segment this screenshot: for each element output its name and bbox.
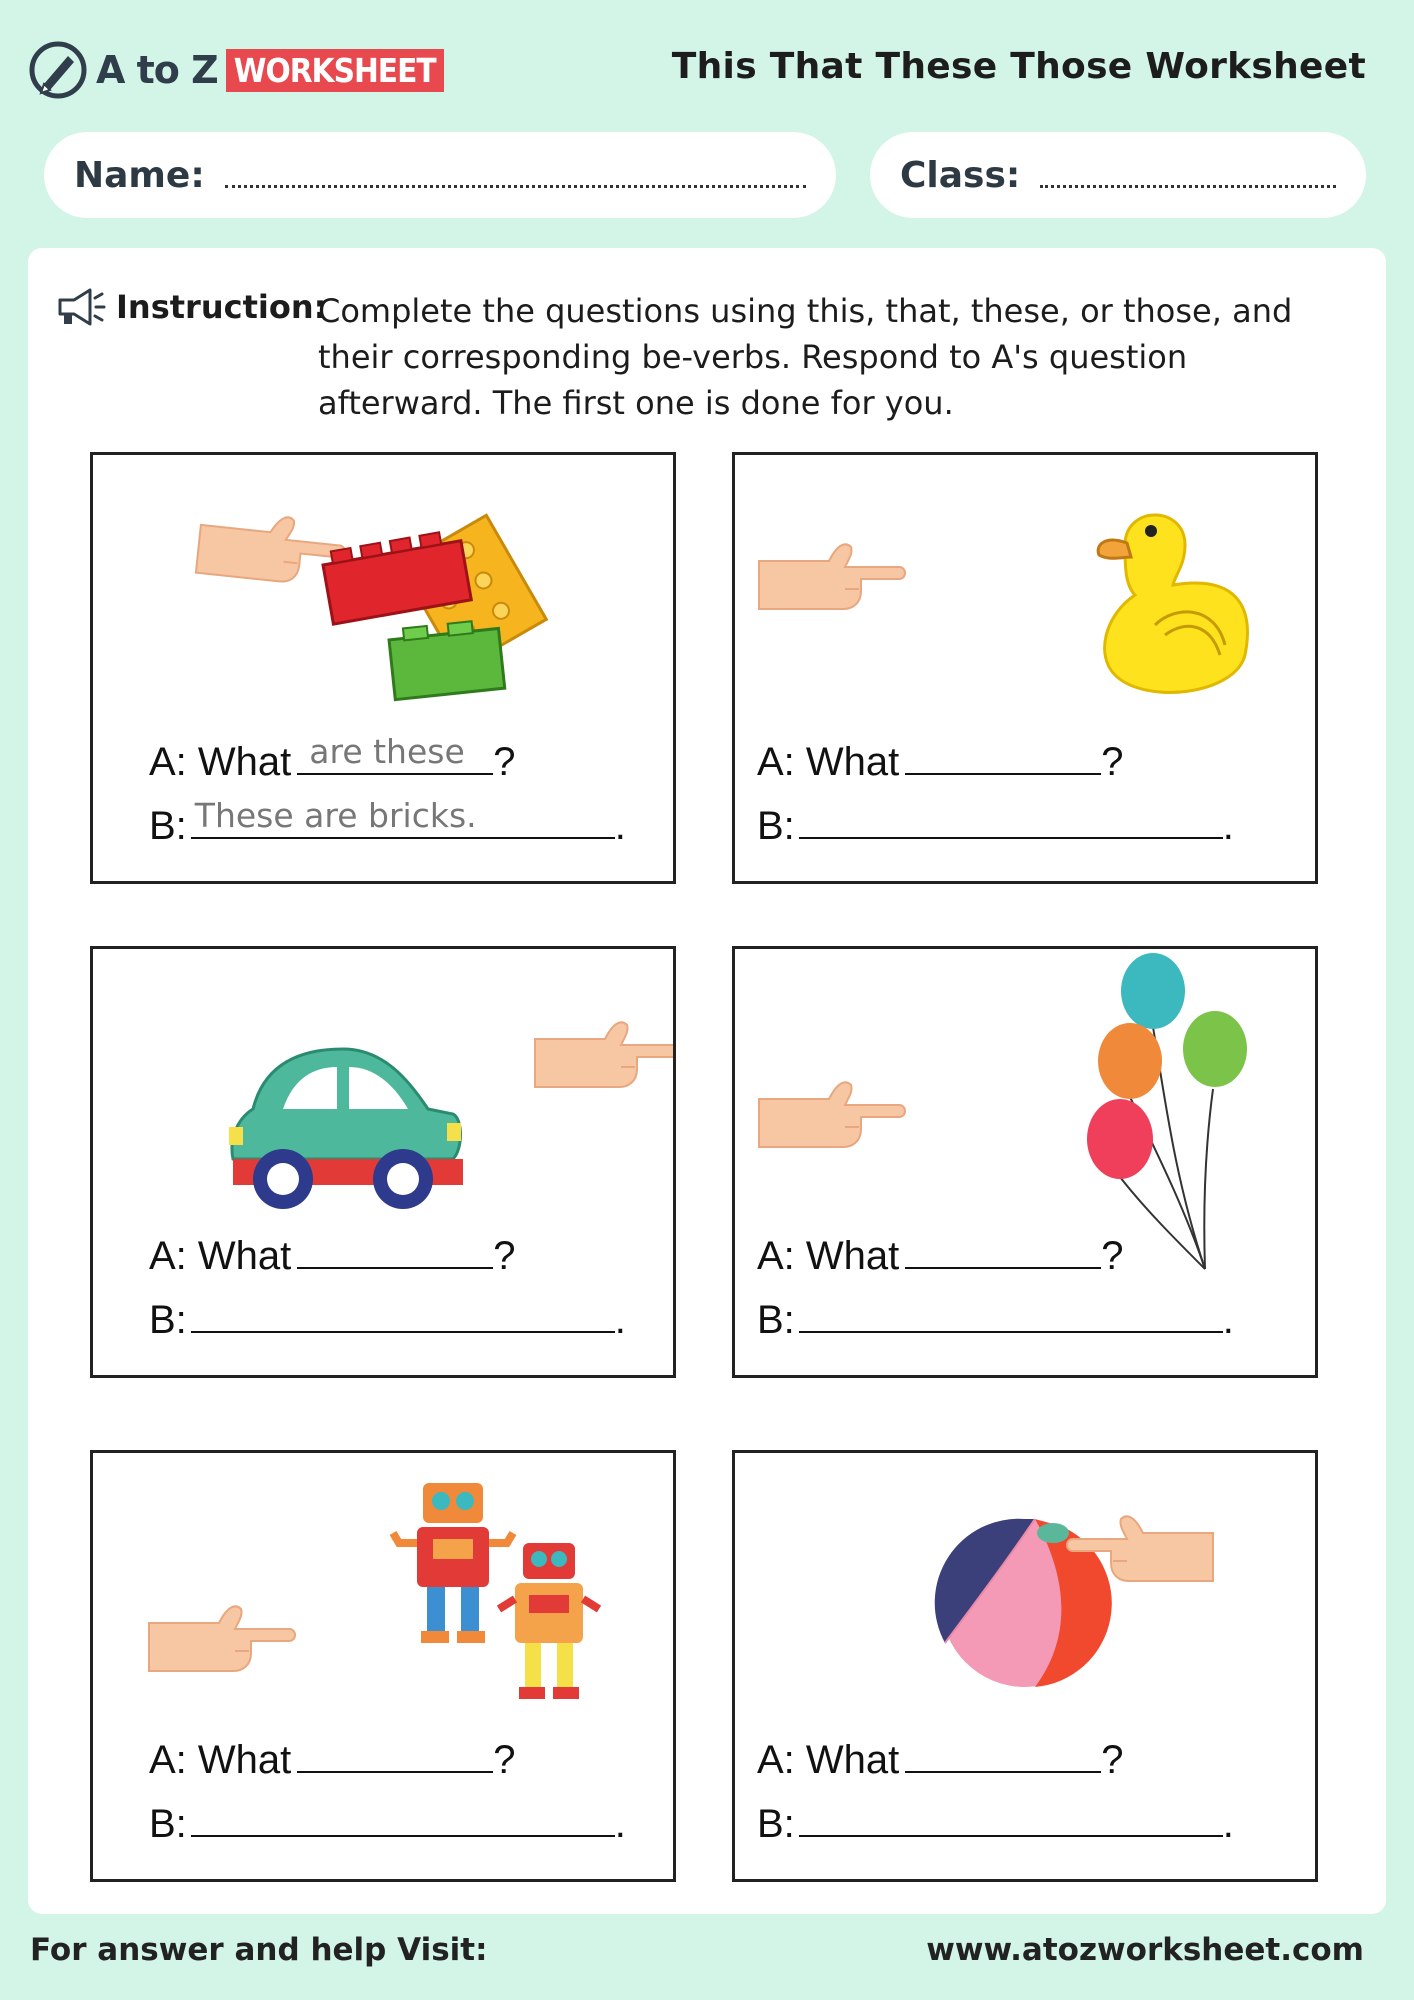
blank-b-5[interactable] <box>191 1799 615 1837</box>
blank-a-1[interactable] <box>297 732 493 775</box>
exercise-box-5 <box>90 1450 676 1882</box>
blank-a-5[interactable] <box>297 1735 493 1773</box>
exercise-box-4 <box>732 946 1318 1378</box>
exercise-box-1 <box>90 452 676 884</box>
car-picture <box>93 949 673 1249</box>
instruction-label: Instruction: <box>116 288 327 326</box>
name-line[interactable] <box>225 185 806 188</box>
exercise-box-3 <box>90 946 676 1378</box>
answer-b-row-3: B: . <box>149 1295 626 1343</box>
answer-b-row-2: B: . <box>757 801 1234 849</box>
blank-a-3[interactable] <box>297 1231 493 1269</box>
question-a-6: A: What ? <box>757 1735 1124 1783</box>
footer-website-link[interactable]: www.atozworksheet.com <box>926 1932 1364 1968</box>
header <box>0 0 1414 130</box>
ball-picture <box>735 1453 1315 1753</box>
answer-b-row-5: B: . <box>149 1799 626 1847</box>
page-title: This That These Those Worksheet <box>671 46 1366 87</box>
answer-b-row-6: B: . <box>757 1799 1234 1847</box>
answer-b-row-4: B: . <box>757 1295 1234 1343</box>
name-field[interactable] <box>44 132 836 218</box>
question-a-2: A: What ? <box>757 737 1124 785</box>
blank-b-2[interactable] <box>799 801 1223 839</box>
blank-b-1[interactable] <box>191 796 615 839</box>
class-label: Class: <box>900 154 1021 196</box>
answer-b-row-1: B: These are bricks. . <box>149 796 626 848</box>
instruction <box>54 284 1354 424</box>
exercise-box-6 <box>732 1450 1318 1882</box>
bricks-picture <box>93 455 673 755</box>
question-a-5: A: What ? <box>149 1735 516 1783</box>
blank-b-6[interactable] <box>799 1799 1223 1837</box>
blank-b-4[interactable] <box>799 1295 1223 1333</box>
instruction-text: Complete the questions using this, that, these, or those, and their corresponding be-verbs. Respond to A's question afterward. The first one is done for you. <box>318 292 1293 422</box>
logo <box>28 38 444 102</box>
blank-a-6[interactable] <box>905 1735 1101 1773</box>
class-field[interactable] <box>870 132 1366 218</box>
answer-a-1: are these <box>309 732 465 771</box>
megaphone-icon <box>54 286 106 328</box>
footer-help-text: For answer and help Visit: <box>30 1932 488 1968</box>
logo-text-atoz: A to Z <box>96 48 218 92</box>
name-label: Name: <box>74 154 205 196</box>
class-line[interactable] <box>1040 185 1336 188</box>
question-a-1: A: What are these ? <box>149 732 516 784</box>
blank-a-4[interactable] <box>905 1231 1101 1269</box>
balloons-picture <box>735 949 1315 1279</box>
blank-a-2[interactable] <box>905 737 1101 775</box>
blank-b-3[interactable] <box>191 1295 615 1333</box>
question-a-4: A: What ? <box>757 1231 1124 1279</box>
logo-text-worksheet: WORKSHEET <box>226 49 444 92</box>
exercise-box-2 <box>732 452 1318 884</box>
robots-picture <box>93 1453 673 1753</box>
question-a-3: A: What ? <box>149 1231 516 1279</box>
answer-b-1: These are bricks. <box>194 796 477 835</box>
logo-pencil-icon <box>28 40 88 100</box>
duck-picture <box>735 455 1315 755</box>
